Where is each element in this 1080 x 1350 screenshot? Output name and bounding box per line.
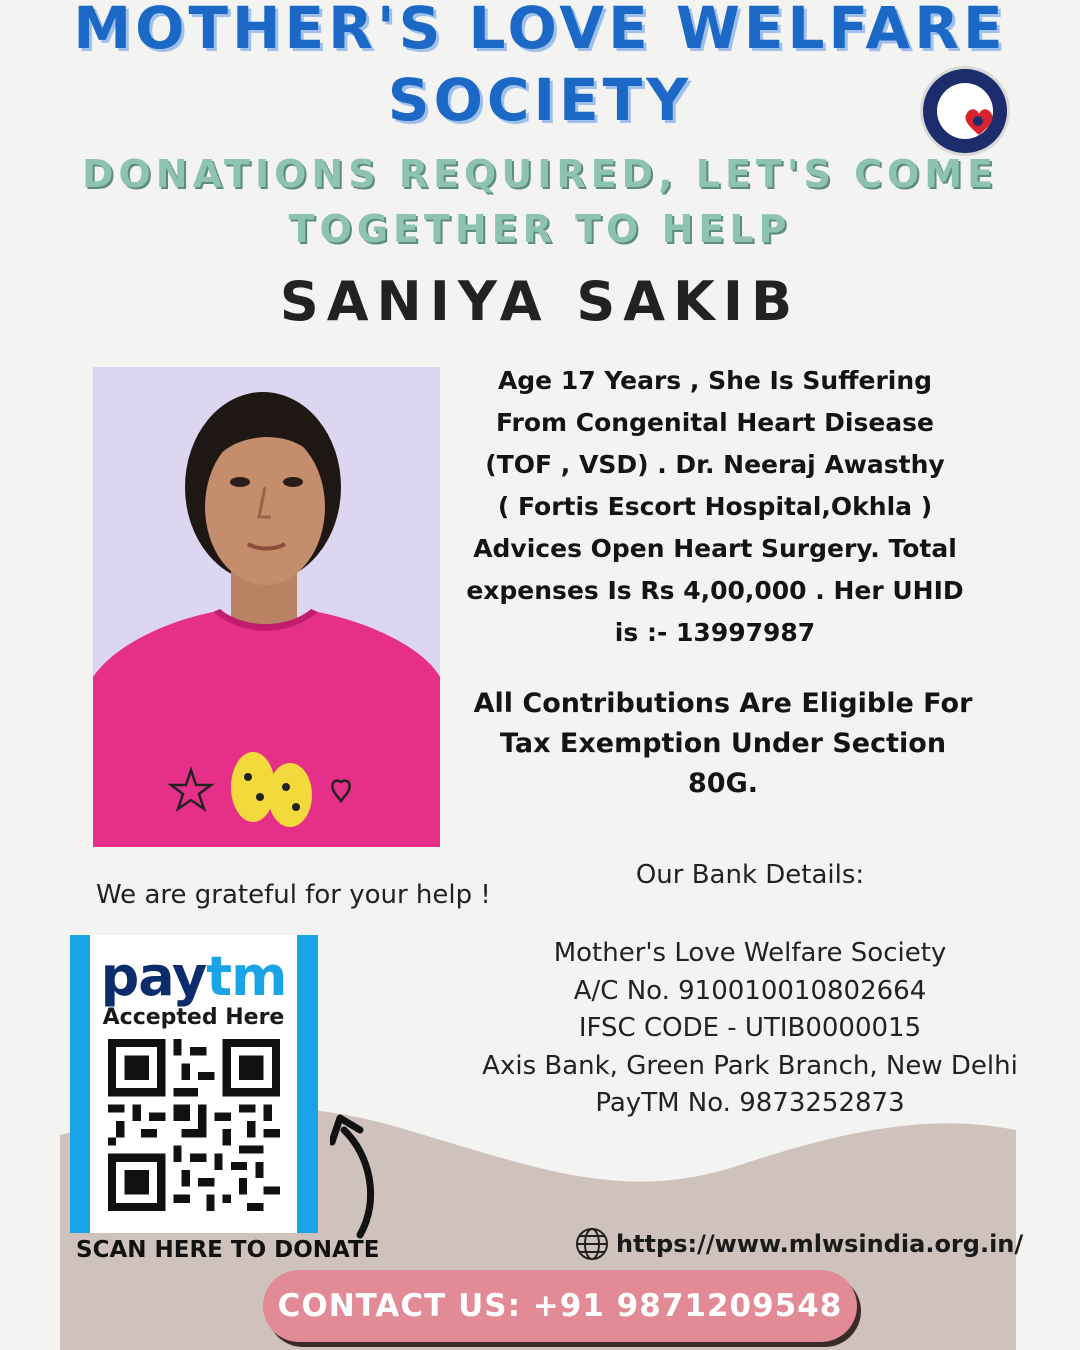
paytm-qr-card[interactable]: [70, 935, 318, 1233]
description-line: (TOF , VSD) . Dr. Neeraj Awasthy: [485, 450, 945, 479]
society-title-line1: MOTHER'S LOVE WELFARE: [73, 0, 1007, 62]
donation-subtitle-line1: DONATIONS REQUIRED, LET'S COME: [81, 152, 999, 196]
paytm-logo: [90, 947, 297, 1007]
society-logo-icon: [920, 66, 1010, 156]
tax-line: All Contributions Are Eligible For: [473, 688, 973, 719]
society-title-line2: SOCIETY: [387, 66, 693, 134]
qr-code[interactable]: [108, 1039, 280, 1211]
description-line: Advices Open Heart Surgery. Total: [473, 534, 957, 563]
paytm-logo-pay: pay: [100, 945, 207, 1008]
paytm-accepted-label: Accepted Here: [102, 1005, 285, 1030]
donation-subtitle-line2: TOGETHER TO HELP: [288, 207, 792, 251]
curved-arrow-icon: [330, 1110, 390, 1240]
patient-description: [455, 360, 975, 654]
globe-icon: [574, 1226, 610, 1262]
website-url[interactable]: https://www.mlwsindia.org.in/: [616, 1230, 1024, 1258]
tax-line: 80G.: [688, 768, 758, 799]
bank-account-name: Mother's Love Welfare Society: [553, 938, 947, 968]
description-line: ( Fortis Escort Hospital,Okhla ): [497, 492, 933, 521]
heart-icon: [963, 107, 995, 137]
description-line: From Congenital Heart Disease: [496, 408, 934, 437]
patient-photo: [93, 367, 440, 847]
patient-name: SANIYA SAKIB: [279, 270, 801, 333]
grateful-message: We are grateful for your help !: [96, 880, 491, 910]
tax-line: Tax Exemption Under Section: [499, 728, 947, 759]
tax-exemption-note: [455, 684, 991, 804]
scan-to-donate-label: SCAN HERE TO DONATE: [76, 1237, 380, 1263]
bank-details-heading: Our Bank Details:: [635, 860, 865, 890]
description-line: Age 17 Years , She Is Suffering: [497, 366, 933, 395]
website-link[interactable]: [574, 1224, 1023, 1264]
contact-button[interactable]: CONTACT US: +91 9871209548: [263, 1270, 857, 1342]
bank-details: [470, 935, 1030, 1123]
bank-branch: Axis Bank, Green Park Branch, New Delhi: [482, 1050, 1018, 1081]
description-line: is :- 13997987: [614, 618, 816, 647]
paytm-logo-tm: tm: [206, 945, 287, 1008]
paytm-number: PayTM No. 9873252873: [595, 1088, 905, 1118]
bank-account-number: A/C No. 910010010802664: [573, 975, 927, 1006]
description-line: expenses Is Rs 4,00,000 . Her UHID: [466, 576, 964, 605]
bank-ifsc-code: IFSC CODE - UTIB0000015: [578, 1013, 922, 1043]
